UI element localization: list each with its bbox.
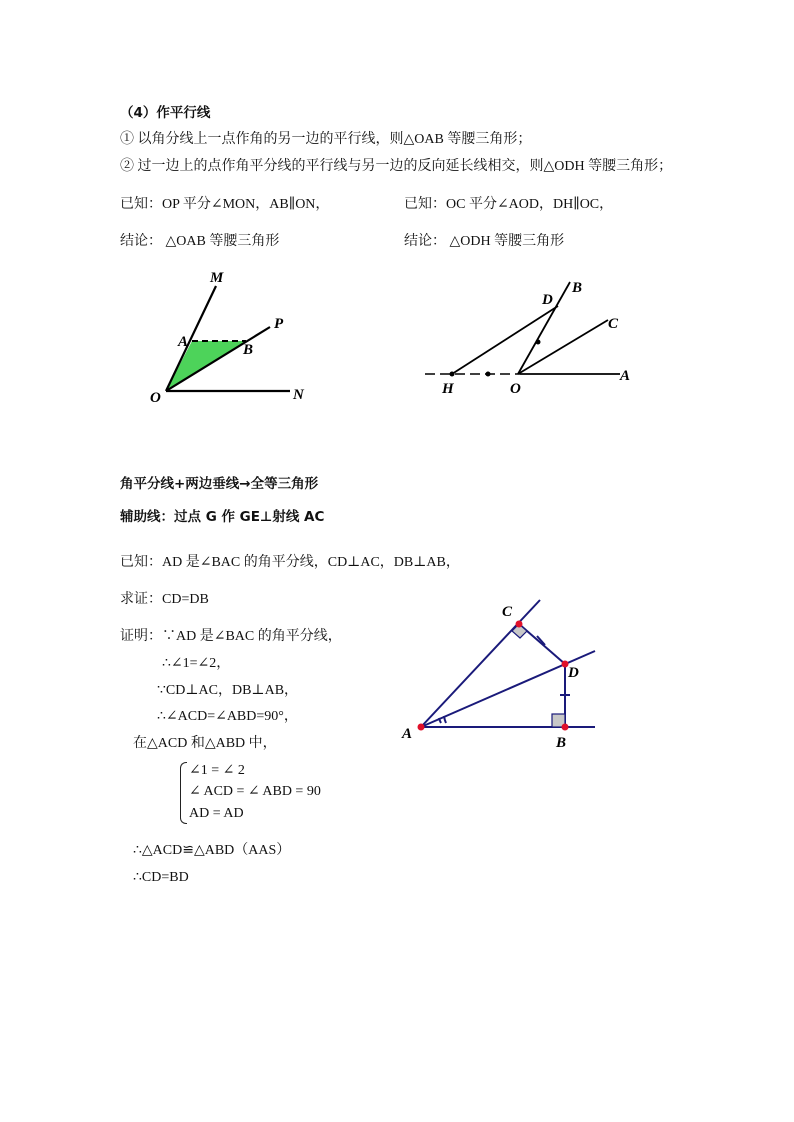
proof-line-2: ∴∠1=∠2，	[162, 656, 231, 671]
label-a2: A	[620, 368, 631, 384]
label-d: D	[542, 292, 553, 308]
item-1: ① 以角分线上一点作角的另一边的平行线，则△OAB 等腰三角形；	[120, 132, 532, 147]
label-c: C	[608, 316, 619, 332]
aux-line: 辅助线：过点 G 作 GE⊥射线 AC	[120, 509, 325, 525]
item-2: ② 过一边上的点作角平分线的平行线与另一边的反向延长线相交，则△ODH 等腰三角形；	[120, 159, 673, 174]
proof-line-3: ∵CD⊥AC，DB⊥AB，	[157, 683, 299, 698]
system-line-2: ∠ ACD = ∠ ABD = 90	[189, 784, 321, 799]
label-h: H	[442, 381, 454, 397]
label-a: A	[178, 334, 189, 350]
label-c3: C	[502, 604, 513, 620]
label-p: P	[274, 316, 284, 332]
section2-title: 角平分线+两边垂线→全等三角形	[120, 476, 319, 492]
label-o: O	[150, 390, 161, 406]
prove: 求证：CD=DB	[120, 592, 209, 607]
label-b: B	[243, 342, 254, 358]
right-given: 已知：OC 平分∠AOD，DH∥OC，	[404, 197, 614, 212]
label-b2: B	[572, 280, 583, 296]
label-d3: D	[568, 665, 579, 681]
left-conclusion: 结论： △OAB 等腰三角形	[120, 234, 280, 249]
system-brace	[180, 762, 187, 824]
right-conclusion: 结论： △ODH 等腰三角形	[404, 234, 565, 249]
proof-line-1: 证明：∵AD 是∠BAC 的角平分线，	[120, 629, 342, 644]
label-n: N	[293, 387, 304, 403]
label-o2: O	[510, 381, 521, 397]
conclusion-2: ∴CD=BD	[133, 870, 189, 885]
system-line-3: AD = AD	[189, 806, 244, 821]
proof-line-5: 在△ACD 和△ABD 中，	[133, 736, 277, 751]
label-a3: A	[402, 726, 413, 742]
label-b3: B	[556, 735, 567, 751]
label-m: M	[210, 270, 224, 286]
figure-oab	[140, 260, 330, 410]
proof-line-4: ∴∠ACD=∠ABD=90°，	[157, 709, 298, 724]
figure-acdb	[395, 595, 605, 755]
section-title: （4）作平行线	[120, 105, 211, 121]
system-line-1: ∠1 = ∠ 2	[189, 763, 245, 778]
given-2: 已知：AD 是∠BAC 的角平分线，CD⊥AC，DB⊥AB，	[120, 555, 460, 570]
figure-odh	[420, 270, 650, 405]
conclusion-1: ∴△ACD≌△ABD（AAS）	[133, 843, 291, 858]
left-given: 已知：OP 平分∠MON，AB∥ON，	[120, 197, 330, 212]
